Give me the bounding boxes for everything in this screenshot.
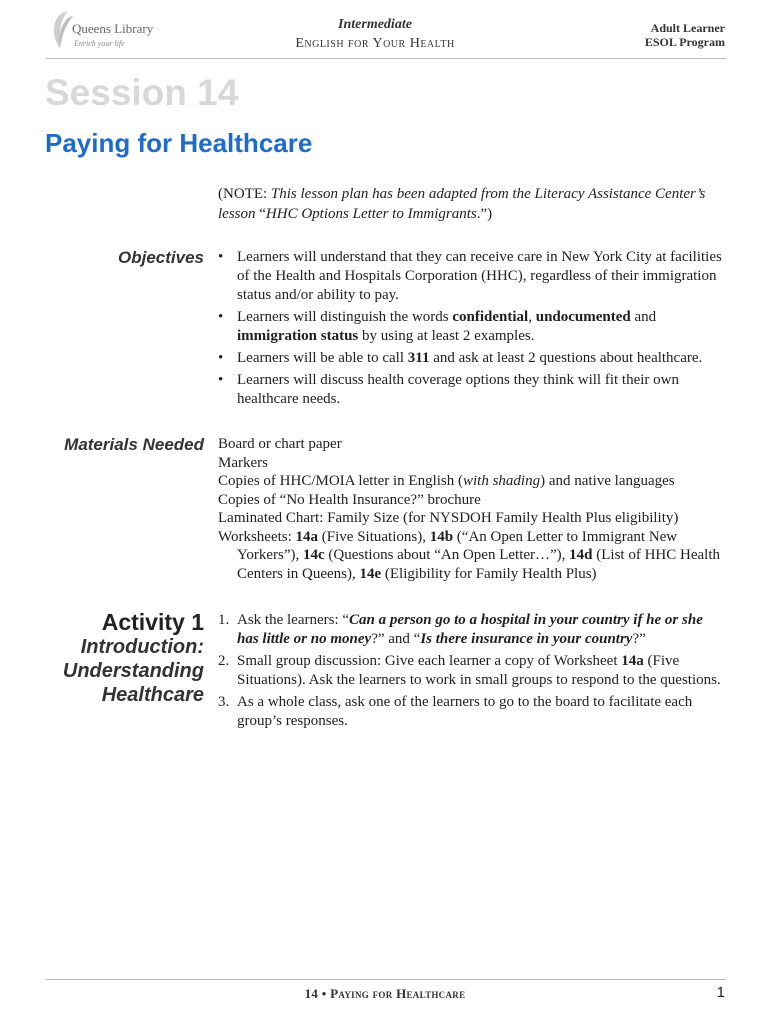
- worksheet-id: 14a: [621, 653, 644, 669]
- activity-subtitle-3: Healthcare: [101, 684, 204, 706]
- queens-library-logo: [46, 10, 176, 54]
- bullet: •: [218, 309, 224, 325]
- objective-text: and ask at least 2 questions about healthcare.: [429, 350, 703, 366]
- adaptation-note: [218, 184, 723, 224]
- list-item: [218, 248, 728, 305]
- footer-divider: [46, 979, 726, 980]
- step-number: 1.: [218, 612, 230, 628]
- objectives-list: [218, 248, 728, 412]
- list-item: Laminated Chart: Family Size (for NYSDOH Family Health Plus eligibility): [218, 510, 679, 526]
- note-italic-2: HHC Options Letter to Immigrants: [265, 206, 477, 222]
- logo-name: Queens Library: [72, 21, 154, 36]
- session-heading: Session 14: [45, 72, 239, 113]
- activity-title: Activity 1: [101, 609, 204, 635]
- worksheet-id: 14a: [295, 528, 319, 545]
- bullet: •: [218, 350, 224, 366]
- list-item: [218, 371, 728, 409]
- activity-subtitle-1: Introduction:: [80, 636, 204, 658]
- objective-text: by using at least 2 examples.: [358, 328, 535, 344]
- list-item: Board or chart paper: [218, 436, 342, 452]
- footer-title: 14 • Paying for Healthcare: [304, 986, 466, 1001]
- term-immigration-status: immigration status: [237, 328, 359, 344]
- logo-leaf-icon: [46, 10, 74, 50]
- step-text: Ask the learners: “: [237, 612, 350, 628]
- material-text: (Eligibility for Family Health Plus): [381, 565, 597, 582]
- page-title: Paying for Healthcare: [45, 128, 313, 158]
- list-item: [218, 308, 728, 346]
- step-text: As a whole class, ask one of the learners to go to the board to facilitate each group’s responses.: [237, 694, 693, 729]
- materials-list: [218, 435, 728, 583]
- list-item: [218, 472, 728, 491]
- objective-text: Learners will understand that they can receive care in New York City at facilities of the Health and Hospitals Corporation (HHC), regardless of their immigration status and/or ability to pay.: [237, 249, 722, 303]
- worksheet-id: 14d: [569, 547, 593, 563]
- objective-sep: and: [630, 309, 657, 325]
- program-label: [645, 21, 725, 49]
- worksheet-id: 14c: [302, 547, 325, 563]
- list-item: Copies of “No Health Insurance?” brochure: [218, 491, 481, 508]
- program-line-1: Adult Learner: [650, 21, 725, 35]
- materials-heading: Materials Needed: [64, 435, 204, 454]
- objective-text: Learners will distinguish the words: [237, 309, 453, 325]
- question-2: Is there insurance in your country: [420, 631, 633, 647]
- course-level: Intermediate: [338, 17, 412, 32]
- program-line-2: ESOL Program: [644, 35, 725, 49]
- header-course-info: [240, 17, 510, 52]
- term-undocumented: undocumented: [535, 309, 631, 325]
- note-italic-1: This lesson plan has been adapted from the Literacy Assistance Center’s lesson: [218, 186, 706, 222]
- material-italic: with shading: [462, 473, 541, 489]
- step-text: (Five Situations). Ask the learners to work in small groups to respond to the questions.: [237, 653, 721, 688]
- note-open: (NOTE:: [218, 186, 271, 202]
- objective-sep: ,: [528, 309, 536, 325]
- term-confidential: confidential: [452, 309, 529, 325]
- material-text: (Five Situations),: [318, 528, 430, 545]
- list-item: [218, 611, 728, 649]
- list-item: Markers: [218, 454, 268, 471]
- activity-subtitle-2: Understanding: [62, 660, 204, 682]
- worksheet-id: 14e: [359, 565, 382, 582]
- activity-steps: [218, 611, 728, 734]
- step-text: ?”: [632, 631, 646, 647]
- step-text: Small group discussion: Give each learner a copy of Worksheet: [237, 653, 622, 669]
- note-close: .”): [476, 206, 493, 222]
- list-item: [218, 528, 728, 584]
- material-text: ) and native languages: [540, 473, 675, 489]
- step-text: ?” and “: [371, 631, 421, 647]
- note-mid: “: [255, 206, 266, 222]
- step-number: 3.: [218, 694, 230, 710]
- question-1: Can a person go to a hospital in your country if he or she has little or no money: [237, 612, 703, 647]
- list-item: [218, 652, 728, 690]
- material-text: Copies of HHC/MOIA letter in English (: [218, 473, 463, 489]
- material-text: (Questions about “An Open Letter…”),: [324, 547, 570, 563]
- phone-311: 311: [407, 350, 430, 366]
- bullet: •: [218, 372, 224, 388]
- objective-text: Learners will discuss health coverage options they think will fit their own healthcare needs.: [237, 372, 679, 407]
- header-divider: [46, 58, 726, 59]
- activity-heading: [63, 609, 204, 707]
- page-number: 1: [716, 984, 725, 1001]
- course-title: English for Your Health: [295, 36, 455, 51]
- logo-tagline: Enrich your life: [74, 39, 125, 48]
- objective-text: Learners will be able to call: [237, 350, 408, 366]
- objectives-heading: Objectives: [118, 248, 204, 267]
- worksheet-id: 14b: [429, 528, 454, 545]
- list-item: [218, 693, 728, 731]
- material-text: Worksheets:: [218, 528, 296, 545]
- material-text: (List of HHC Health Centers in Queens),: [237, 547, 720, 582]
- bullet: •: [218, 249, 224, 265]
- list-item: [218, 349, 728, 368]
- step-number: 2.: [218, 653, 230, 669]
- material-text: (“An Open Letter to Immigrant New Yorkers”),: [237, 528, 678, 563]
